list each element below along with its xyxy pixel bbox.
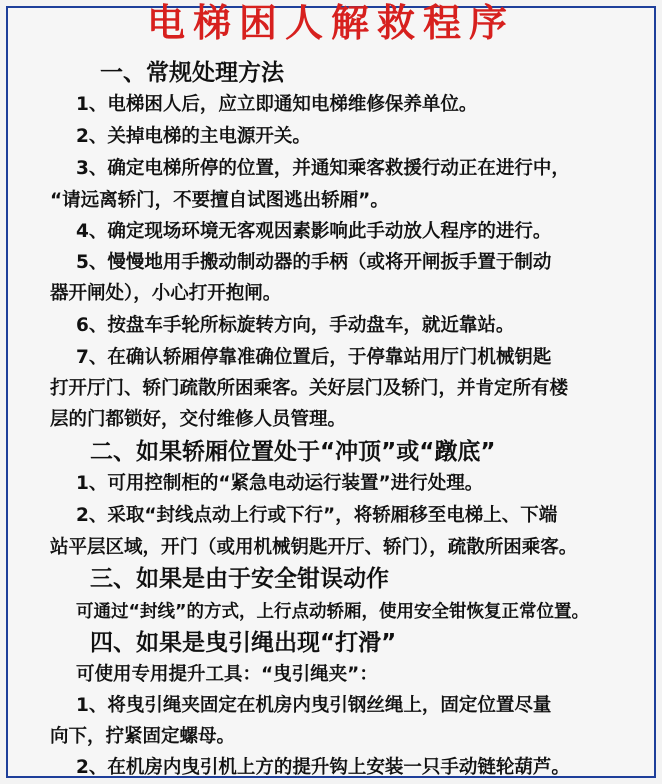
section-1-line-5: 4、确定现场环境无客观因素影响此手动放人程序的进行。	[76, 221, 552, 242]
section-2-line-1: 1、可用控制柜的“紧急电动运行装置”进行处理。	[76, 473, 484, 494]
section-4-line-2: 1、将曳引绳夹固定在机房内曳引钢丝绳上，固定位置尽量	[76, 695, 552, 716]
section-4-line-4: 2、在机房内曳引机上方的提升钩上安装一只手动链轮葫芦。	[76, 757, 570, 778]
section-heading-2: 二、如果轿厢位置处于“冲顶”或“蹾底”	[90, 439, 496, 465]
section-1-line-7: 器开闸处），小心打开抱闸。	[50, 283, 282, 304]
section-heading-3: 三、如果是由于安全钳误动作	[90, 566, 389, 592]
section-1-line-10: 打开厅门、轿门疏散所困乘客。关好层门及轿门，并肯定所有楼	[50, 378, 569, 399]
section-2-line-3: 站平层区域，开门（或用机械钥匙开厅、轿门），疏散所困乘客。	[50, 537, 578, 558]
section-1-line-11: 层的门都锁好，交付维修人员管理。	[50, 409, 347, 430]
section-1-line-6: 5、慢慢地用手搬动制动器的手柄（或将开闸扳手置于制动	[76, 252, 552, 273]
section-1-line-8: 6、按盘车手轮所标旋转方向，手动盘车，就近靠站。	[76, 315, 515, 336]
section-4-line-1: 可使用专用提升工具：“曳引绳夹”：	[76, 664, 378, 685]
section-heading-4: 四、如果是曳引绳出现“打滑”	[90, 630, 397, 656]
section-1-line-1: 1、电梯困人后，应立即通知电梯维修保养单位。	[76, 94, 478, 115]
section-1-line-3: 3、确定电梯所停的位置，并通知乘客救援行动正在进行中，	[76, 158, 570, 179]
section-1-line-4: “请远离轿门，不要擅自试图逃出轿厢”。	[50, 190, 389, 211]
page-title: 电梯困人解救程序	[146, 1, 515, 45]
section-1-line-2: 2、关掉电梯的主电源开关。	[76, 126, 311, 147]
section-3-line-1: 可通过“封线”的方式，上行点动轿厢，使用安全钳恢复正常位置。	[76, 602, 590, 622]
section-1-line-9: 7、在确认轿厢停靠准确位置后，于停靠站用厅门机械钥匙	[76, 347, 552, 368]
section-2-line-2: 2、采取“封线点动上行或下行”，将轿厢移至电梯上、下端	[76, 505, 558, 526]
section-heading-1: 一、常规处理方法	[100, 60, 284, 86]
section-4-line-3: 向下，拧紧固定螺母。	[50, 726, 236, 747]
